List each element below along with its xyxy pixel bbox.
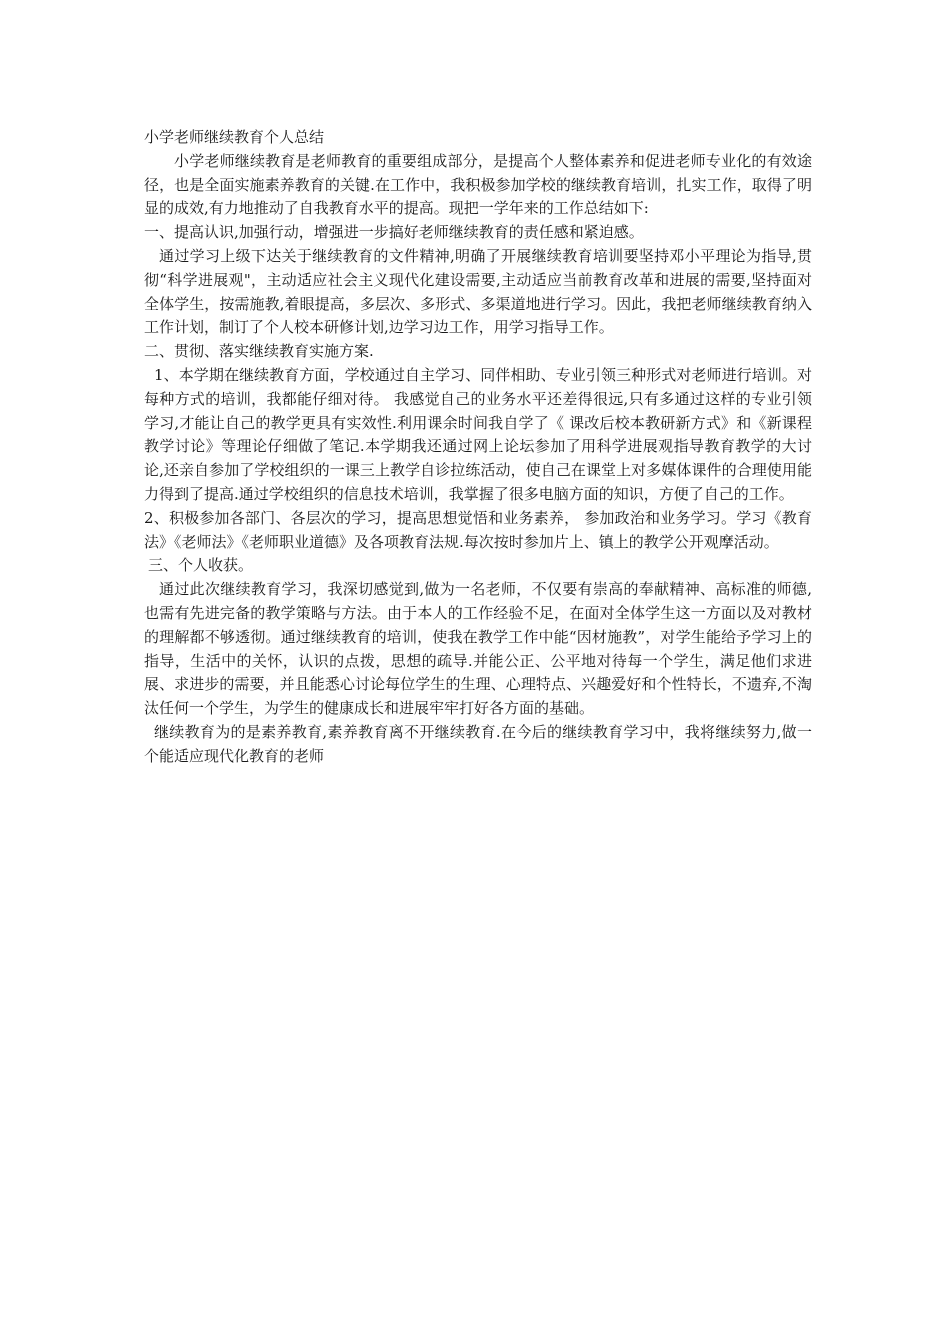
section-1-paragraph: 通过学习上级下达关于继续教育的文件精神,明确了开展继续教育培训要坚持邓小平理论为指导,贯彻“科学进展观"，主动适应社会主义现代化建设需要,主动适应当前教育改革和进展的需要,坚持面对全体学生，按需施教,着眼提高，多层次、多形式、多渠道地进行学习。因此，我把老师继续教育纳入工作计划，制订了个人校本研修计划,边学习边工作，用学习指导工作。 xyxy=(144,246,812,337)
section-2-item-2: 2、积极参加各部门、各层次的学习，提高思想觉悟和业务素养， 参加政治和业务学习。学习《教育法》《老师法》《老师职业道德》及各项教育法规.每次按时参加片上、镇上的教学公开观摩活动。 xyxy=(144,508,812,551)
closing-paragraph: 继续教育为的是素养教育,素养教育离不开继续教育.在今后的继续教育学习中，我将继续努力,做一个能适应现代化教育的老师 xyxy=(144,722,812,765)
section-heading-3: 三、个人收获。 xyxy=(148,556,254,575)
section-heading-1: 一、提高认识,加强行动，增强进一步搞好老师继续教育的责任感和紧迫感。 xyxy=(144,223,644,242)
section-heading-2: 二、贯彻、落实继续教育实施方案. xyxy=(144,342,374,361)
section-2-item-1: 1、本学期在继续教育方面，学校通过自主学习、同伴相助、专业引领三种形式对老师进行培训。对每种方式的培训，我都能仔细对待。 我感觉自己的业务水平还差得很远,只有多通过这样的专业引领学习,才能让自己的教学更具有实效性.利用课余时间我自学了《 课改后校本教研新方式》和《新课程教学讨论》等理论仔细做了笔记.本学期我还通过网上论坛参加了用科学进展观指导教育教学的大讨论,还亲自参加了学校组织的一课三上教学自诊拉练活动，使自己在课堂上对多媒体课件的合理使用能力得到了提高.通过学校组织的信息技术培训，我掌握了很多电脑方面的知识，方便了自己的工作。 xyxy=(144,365,812,503)
document-title: 小学老师继续教育个人总结 xyxy=(144,128,325,146)
document-body xyxy=(144,126,812,769)
section-3-paragraph: 通过此次继续教育学习，我深切感觉到,做为一名老师，不仅要有崇高的奉献精神、高标准的师德,也需有先进完备的教学策略与方法。由于本人的工作经验不足，在面对全体学生这一方面以及对教材的理解都不够透彻。通过继续教育的培训，使我在教学工作中能“因材施教”，对学生能给予学习上的指导，生活中的关怀，认识的点拨，思想的疏导.并能公正、公平地对待每一个学生，满足他们求进展、求进步的需要，并且能悉心讨论每位学生的生理、心理特点、兴趣爱好和个性特长，不遗弃,不淘汰任何一个学生，为学生的健康成长和进展牢牢打好各方面的基础。 xyxy=(144,580,812,718)
intro-paragraph: 小学老师继续教育是老师教育的重要组成部分，是提高个人整体素养和促进老师专业化的有效途径，也是全面实施素养教育的关键.在工作中，我积极参加学校的继续教育培训，扎实工作，取得了明显的成效,有力地推动了自我教育水平的提高。现把一学年来的工作总结如下: xyxy=(144,151,812,218)
